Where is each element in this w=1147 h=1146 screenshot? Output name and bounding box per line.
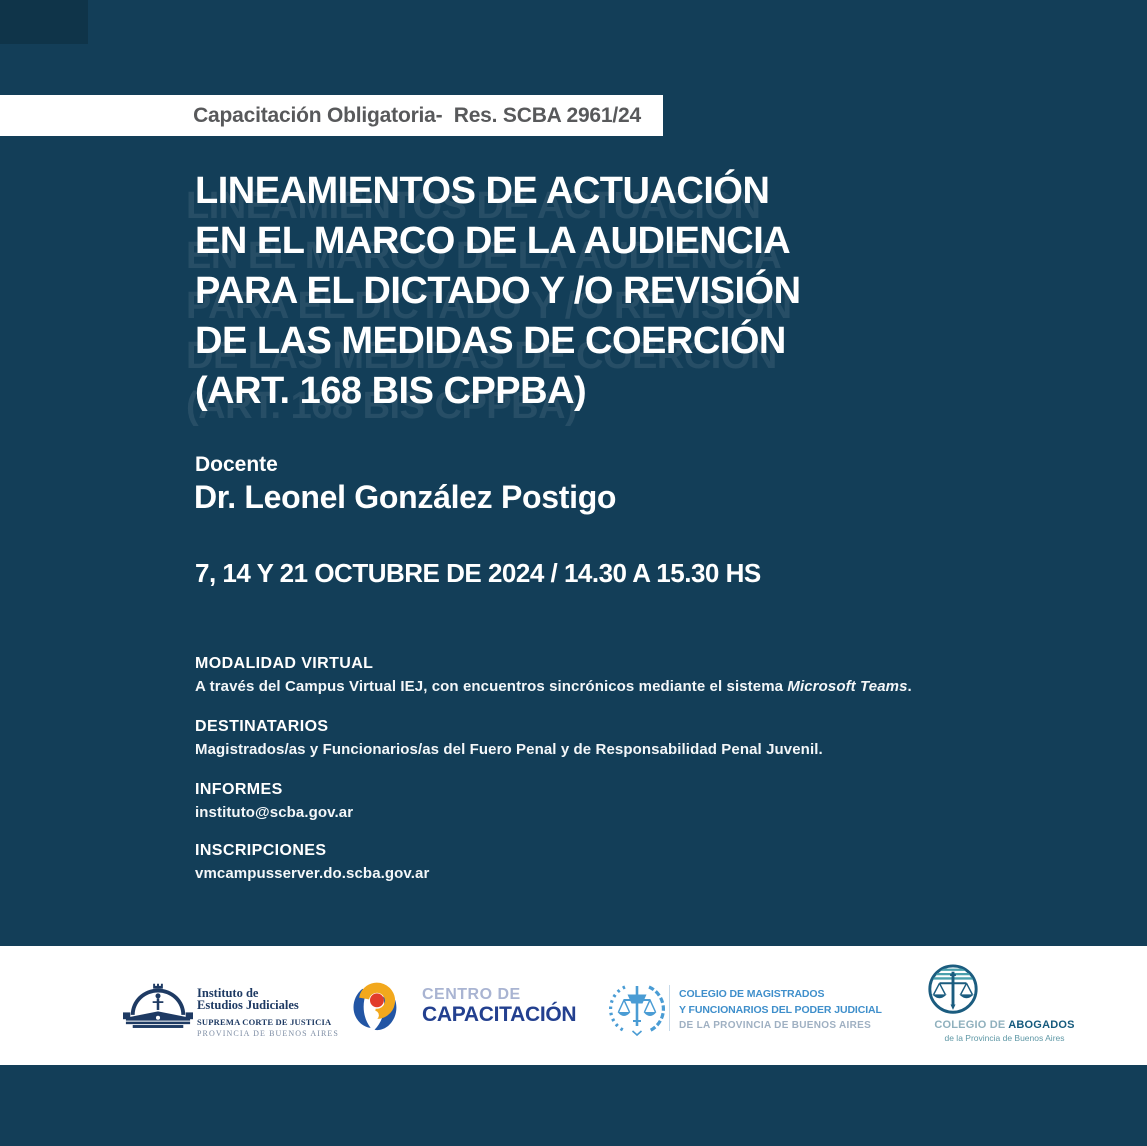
section-body: Magistrados/as y Funcionarios/as del Fuero Penal y de Responsabilidad Penal Juvenil.: [195, 741, 823, 758]
abogados-title-bold: ABOGADOS: [1008, 1019, 1075, 1031]
section-heading: INFORMES: [195, 781, 283, 798]
centro-capacitacion-wordmark: [422, 986, 576, 1026]
section-informes: [195, 780, 955, 822]
section-destinatarios: [195, 717, 955, 759]
abogados-subtitle: de la Provincia de Buenos Aires: [944, 1033, 1065, 1043]
abogados-title-line: [882, 1019, 1127, 1032]
iej-subtitle: SUPREMA CORTE DE JUSTICIA: [197, 1017, 332, 1027]
abogados-wordmark: [882, 1019, 1127, 1044]
section-heading: MODALIDAD VIRTUAL: [195, 655, 374, 672]
iej-dome-emblem-icon: [123, 982, 193, 1041]
schedule-line: 7, 14 Y 21 OCTUBRE DE 2024 / 14.30 A 15.30 HS: [195, 558, 761, 588]
body-italic-text: Microsoft Teams: [787, 678, 908, 695]
centro-wordmark-line: CENTRO DE: [422, 986, 521, 1003]
instructor-label: Docente: [195, 453, 278, 476]
iej-name-line: Instituto de: [197, 986, 259, 1000]
section-modalidad: [195, 654, 955, 696]
top-left-dark-corner: [0, 0, 88, 44]
section-heading: DESTINATARIOS: [195, 718, 329, 735]
title-line: EN EL MARCO DE LA AUDIENCIA: [195, 220, 791, 262]
contact-email: instituto@scba.gov.ar: [195, 804, 354, 821]
title-line: (ART. 168 BIS CPPBA): [195, 370, 587, 412]
abogados-title-light: COLEGIO DE: [934, 1019, 1009, 1031]
enrollment-url: vmcampusserver.do.scba.gov.ar: [195, 865, 430, 882]
section-body: [195, 677, 955, 696]
centro-wordmark-line: CAPACITACIÓN: [422, 1003, 577, 1026]
iej-subtitle-light: PROVINCIA DE BUENOS AIRES: [197, 1028, 339, 1038]
badge-label: Capacitación Obligatoria- Res. SCBA 2961/24: [193, 103, 641, 127]
magistrados-wordmark: [679, 986, 882, 1033]
logo-divider: [669, 985, 670, 1031]
centro-capacitacion-icon: [344, 980, 406, 1043]
body-text: A través del Campus Virtual IEJ, con encuentros sincrónicos mediante el sistema: [195, 678, 788, 695]
course-title: [195, 166, 801, 416]
section-heading: INSCRIPCIONES: [195, 842, 327, 859]
iej-wordmark: [197, 988, 339, 1038]
instructor-name: Dr. Leonel González Postigo: [194, 479, 617, 515]
mandatory-training-badge: [0, 95, 663, 136]
magistrados-line-light: DE LA PROVINCIA DE BUENOS AIRES: [679, 1020, 872, 1031]
magistrados-line: COLEGIO DE MAGISTRADOS: [679, 988, 825, 1000]
magistrados-emblem-icon: [609, 980, 665, 1043]
title-line: PARA EL DICTADO Y /O REVISIÓN: [195, 270, 801, 312]
magistrados-line: Y FUNCIONARIOS DEL PODER JUDICIAL: [679, 1004, 882, 1016]
title-line: LINEAMIENTOS DE ACTUACIÓN: [195, 170, 770, 212]
body-text: .: [907, 678, 912, 695]
title-line: DE LAS MEDIDAS DE COERCIÓN: [195, 320, 786, 362]
section-inscripciones: [195, 841, 955, 883]
iej-name-line: Estudios Judiciales: [197, 998, 299, 1012]
abogados-emblem-icon: [925, 963, 981, 1024]
